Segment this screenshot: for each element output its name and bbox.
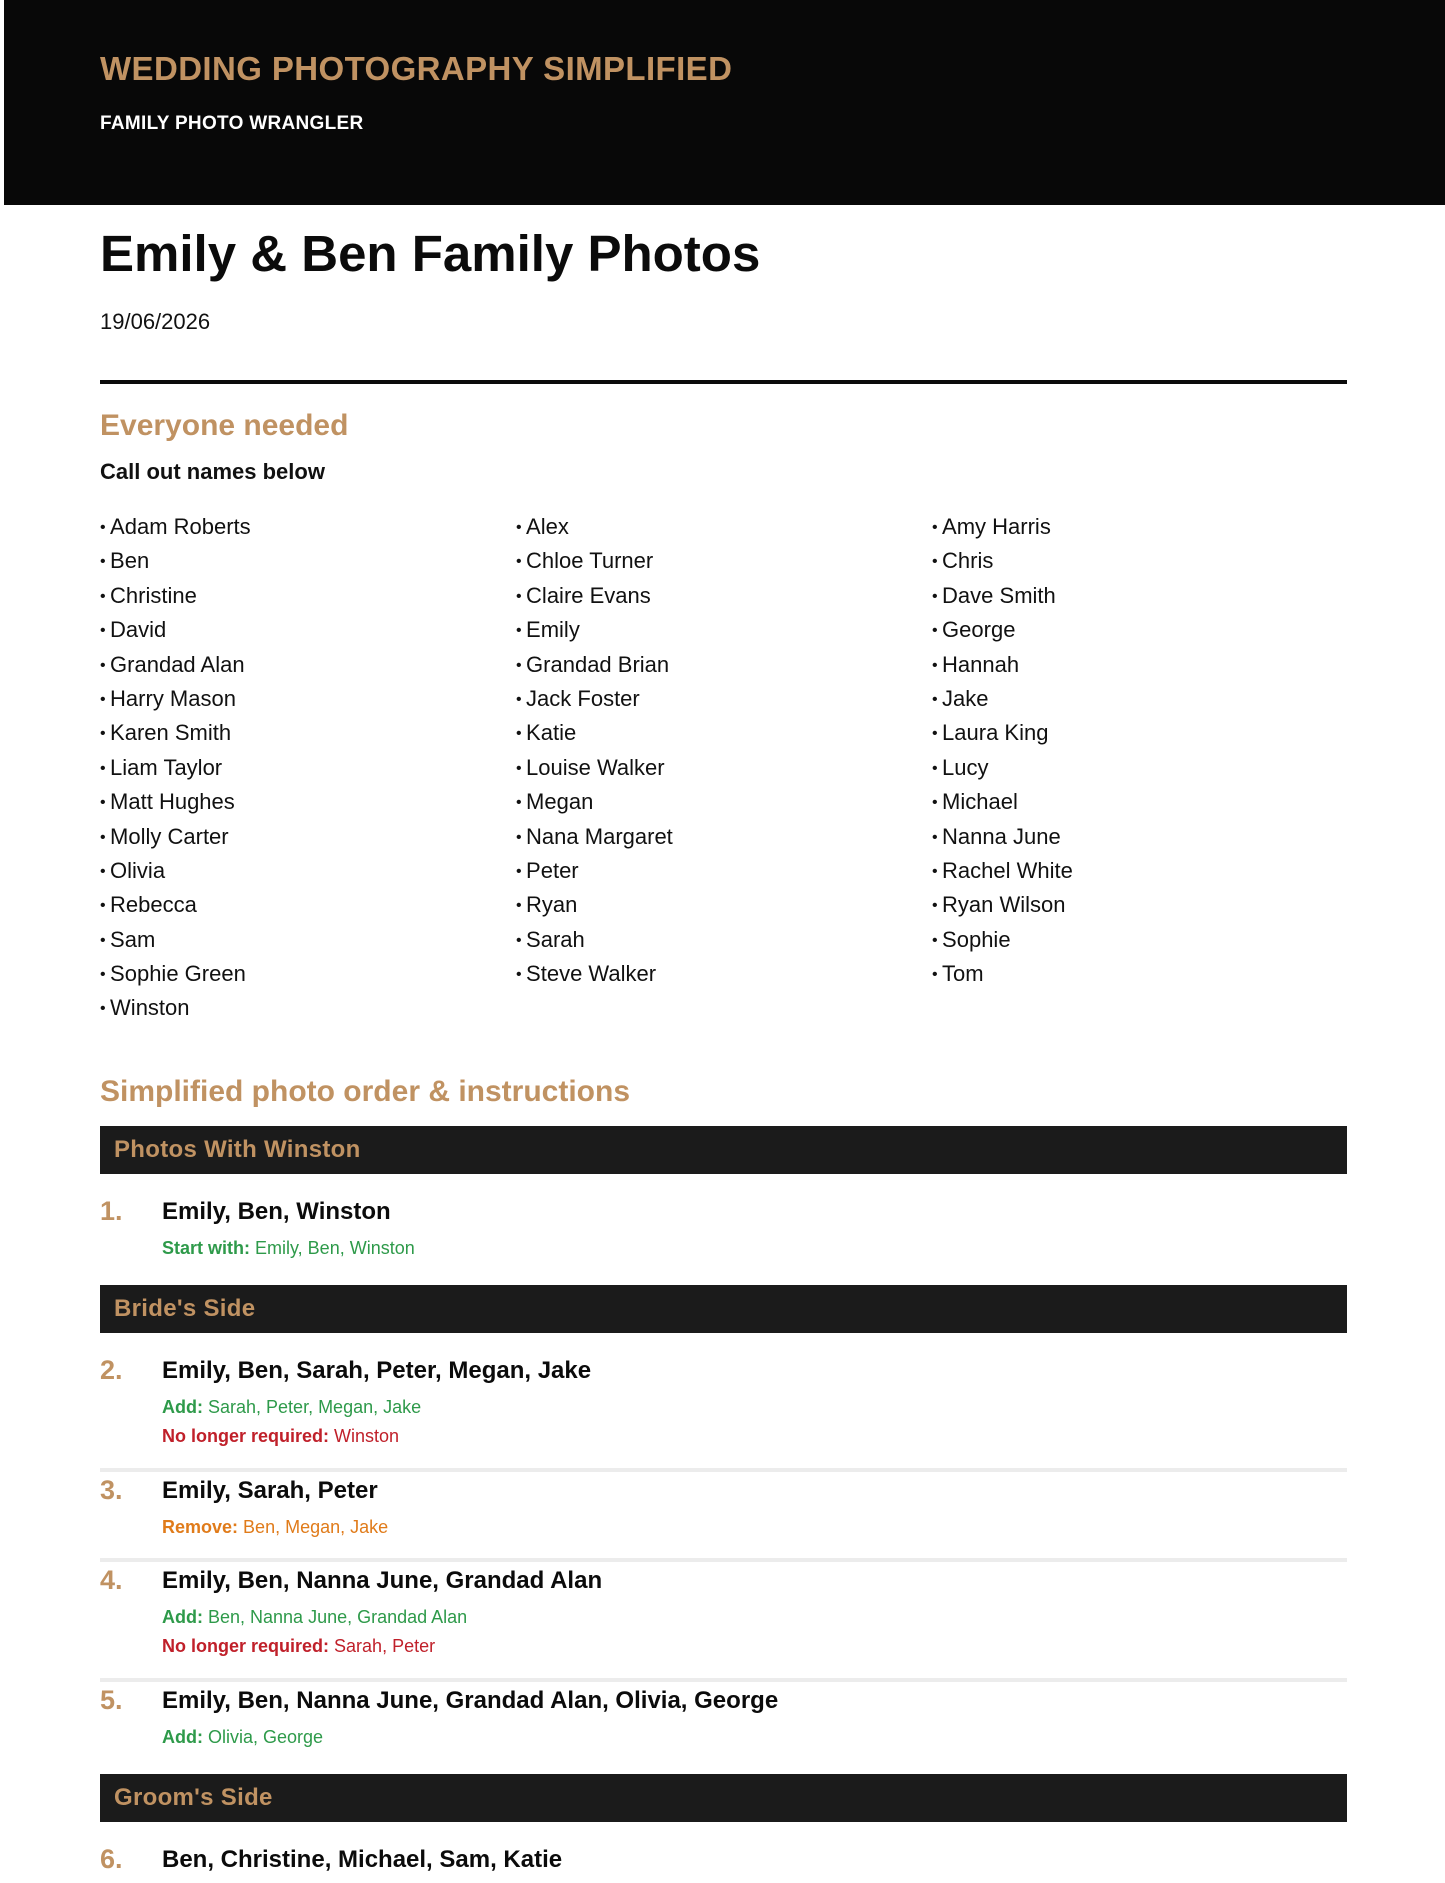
item-title: Emily, Ben, Nanna June, Grandad Alan	[162, 1567, 603, 1594]
name-item: • Sam	[100, 925, 251, 959]
name-item: • Ben	[100, 546, 251, 580]
instruction-note	[162, 1727, 323, 1748]
name-item: • Ryan Wilson	[932, 890, 1073, 924]
name-item: • Matt Hughes	[100, 787, 251, 821]
item-number: 2.	[100, 1355, 123, 1385]
group-label: Groom's Side	[114, 1784, 273, 1811]
item-title: Ben, Christine, Michael, Sam, Katie	[162, 1846, 563, 1873]
instruction-note	[162, 1636, 435, 1657]
name-item: • Rebecca	[100, 890, 251, 924]
instruction-note	[162, 1238, 415, 1259]
name-item: • Laura King	[932, 718, 1073, 752]
group-header-photos-with-winston	[100, 1126, 1347, 1174]
group-label: Photos With Winston	[114, 1136, 361, 1163]
name-item: • Ryan	[516, 890, 673, 924]
name-item: • Chloe Turner	[516, 546, 673, 580]
page-header	[4, 0, 1445, 205]
note-label: Add:	[162, 1727, 203, 1747]
name-item: • Grandad Alan	[100, 650, 251, 684]
name-item: • Tom	[932, 959, 1073, 993]
page-title: Emily & Ben Family Photos	[100, 225, 761, 282]
name-item: • Hannah	[932, 650, 1073, 684]
photo-order-heading: Simplified photo order & instructions	[100, 1075, 631, 1108]
name-item: • Michael	[932, 787, 1073, 821]
group-header-grooms-side	[100, 1774, 1347, 1822]
event-date: 19/06/2026	[100, 309, 211, 334]
group-header-brides-side	[100, 1285, 1347, 1333]
note-label: No longer required:	[162, 1426, 330, 1446]
brand-subtitle: FAMILY PHOTO WRANGLER	[100, 113, 364, 134]
item-divider	[100, 1678, 1347, 1682]
item-title: Emily, Ben, Sarah, Peter, Megan, Jake	[162, 1357, 592, 1384]
everyone-needed-heading: Everyone needed	[100, 409, 349, 442]
note-label: Start with:	[162, 1238, 250, 1258]
name-column-1	[100, 512, 251, 1028]
note-text: Ben, Nanna June, Grandad Alan	[208, 1607, 468, 1627]
instruction-note	[162, 1607, 467, 1628]
name-item: • Olivia	[100, 856, 251, 890]
name-item: • George	[932, 615, 1073, 649]
name-item: • Winston	[100, 993, 251, 1027]
name-item: • Emily	[516, 615, 673, 649]
note-label: No longer required:	[162, 1636, 330, 1656]
note-text: Winston	[334, 1426, 400, 1446]
name-item: • Karen Smith	[100, 718, 251, 752]
item-number: 5.	[100, 1685, 123, 1715]
name-item: • David	[100, 615, 251, 649]
name-item: • Nanna June	[932, 822, 1073, 856]
item-number: 4.	[100, 1565, 123, 1595]
note-label: Remove:	[162, 1517, 239, 1537]
name-item: • Molly Carter	[100, 822, 251, 856]
instruction-note	[162, 1397, 421, 1418]
item-title: Emily, Sarah, Peter	[162, 1477, 378, 1504]
name-item: • Jake	[932, 684, 1073, 718]
name-item: • Peter	[516, 856, 673, 890]
name-item: • Amy Harris	[932, 512, 1073, 546]
name-item: • Sophie Green	[100, 959, 251, 993]
note-text: Ben, Megan, Jake	[243, 1517, 389, 1537]
item-title: Emily, Ben, Nanna June, Grandad Alan, Olivia, George	[162, 1687, 779, 1714]
name-item: • Megan	[516, 787, 673, 821]
item-divider	[100, 1468, 1347, 1472]
name-item: • Sarah	[516, 925, 673, 959]
name-item: • Lucy	[932, 753, 1073, 787]
item-title: Emily, Ben, Winston	[162, 1198, 391, 1225]
title-divider	[100, 380, 1347, 384]
note-label: Add:	[162, 1397, 203, 1417]
name-item: • Nana Margaret	[516, 822, 673, 856]
name-item: • Chris	[932, 546, 1073, 580]
name-item: • Alex	[516, 512, 673, 546]
instruction-note	[162, 1517, 388, 1538]
name-item: • Rachel White	[932, 856, 1073, 890]
group-label: Bride's Side	[114, 1295, 256, 1322]
name-column-2	[516, 512, 673, 993]
name-item: • Claire Evans	[516, 581, 673, 615]
item-number: 1.	[100, 1196, 123, 1226]
note-text: Olivia, George	[208, 1727, 324, 1747]
note-label: Add:	[162, 1607, 203, 1627]
name-item: • Katie	[516, 718, 673, 752]
item-number: 6.	[100, 1844, 123, 1874]
item-divider	[100, 1558, 1347, 1562]
item-number: 3.	[100, 1475, 123, 1505]
call-out-label: Call out names below	[100, 459, 325, 484]
note-text: Emily, Ben, Winston	[255, 1238, 415, 1258]
note-text: Sarah, Peter, Megan, Jake	[208, 1397, 422, 1417]
name-item: • Steve Walker	[516, 959, 673, 993]
brand-title: WEDDING PHOTOGRAPHY SIMPLIFIED	[100, 50, 733, 87]
instruction-note	[162, 1426, 399, 1447]
name-item: • Adam Roberts	[100, 512, 251, 546]
name-column-3	[932, 512, 1073, 993]
name-item: • Liam Taylor	[100, 753, 251, 787]
name-item: • Grandad Brian	[516, 650, 673, 684]
name-item: • Jack Foster	[516, 684, 673, 718]
name-item: • Christine	[100, 581, 251, 615]
name-item: • Louise Walker	[516, 753, 673, 787]
note-text: Sarah, Peter	[334, 1636, 436, 1656]
name-item: • Harry Mason	[100, 684, 251, 718]
name-item: • Dave Smith	[932, 581, 1073, 615]
name-item: • Sophie	[932, 925, 1073, 959]
